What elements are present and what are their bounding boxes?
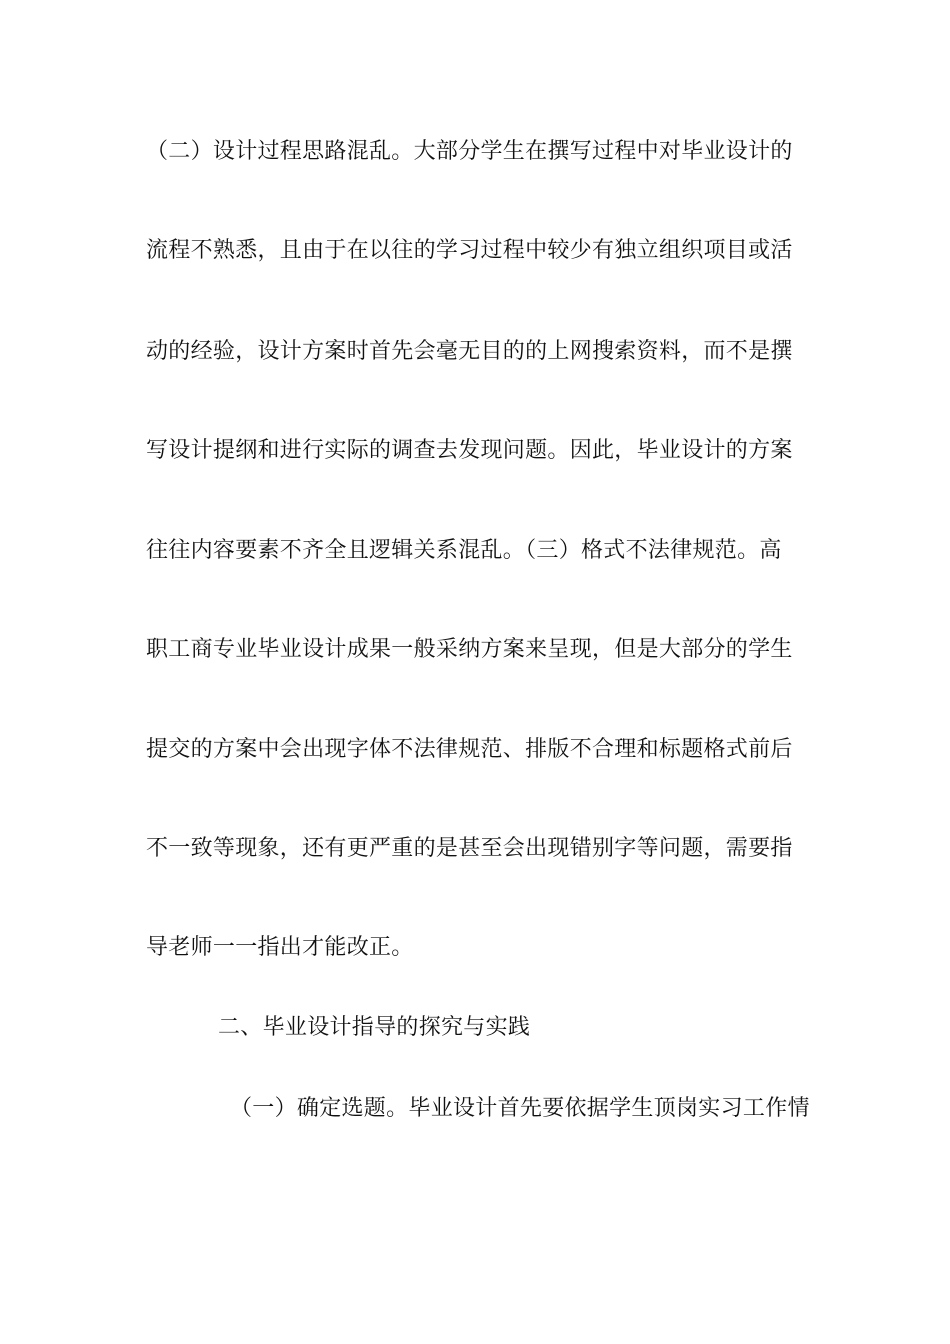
paragraph-line: 导老师一一指出才能改正。 (146, 935, 414, 960)
paragraph-line: 流程不熟悉，且由于在以往的学习过程中较少有独立组织项目或活 (146, 238, 793, 263)
paragraph-line: 写设计提纲和进行实际的调查去发现问题。因此，毕业设计的方案 (146, 438, 793, 463)
paragraph-line: 往往内容要素不齐全且逻辑关系混乱。（三）格式不法律规范。高 (146, 538, 782, 563)
paragraph-line: 提交的方案中会出现字体不法律规范、排版不合理和标题格式前后 (146, 737, 793, 762)
paragraph-line: 不一致等现象，还有更严重的是甚至会出现错别字等问题，需要指 (146, 836, 793, 861)
paragraph-line: 职工商专业毕业设计成果一般采纳方案来呈现，但是大部分的学生 (146, 637, 793, 662)
paragraph-line: 动的经验，设计方案时首先会毫无目的的上网搜索资料，而不是撰 (146, 339, 793, 364)
paragraph-line: （一）确定选题。毕业设计首先要依据学生顶岗实习工作情 (230, 1096, 810, 1121)
paragraph-line: （二）设计过程思路混乱。大部分学生在撰写过程中对毕业设计的 (146, 139, 793, 164)
section-heading: 二、毕业设计指导的探究与实践 (218, 1015, 531, 1040)
